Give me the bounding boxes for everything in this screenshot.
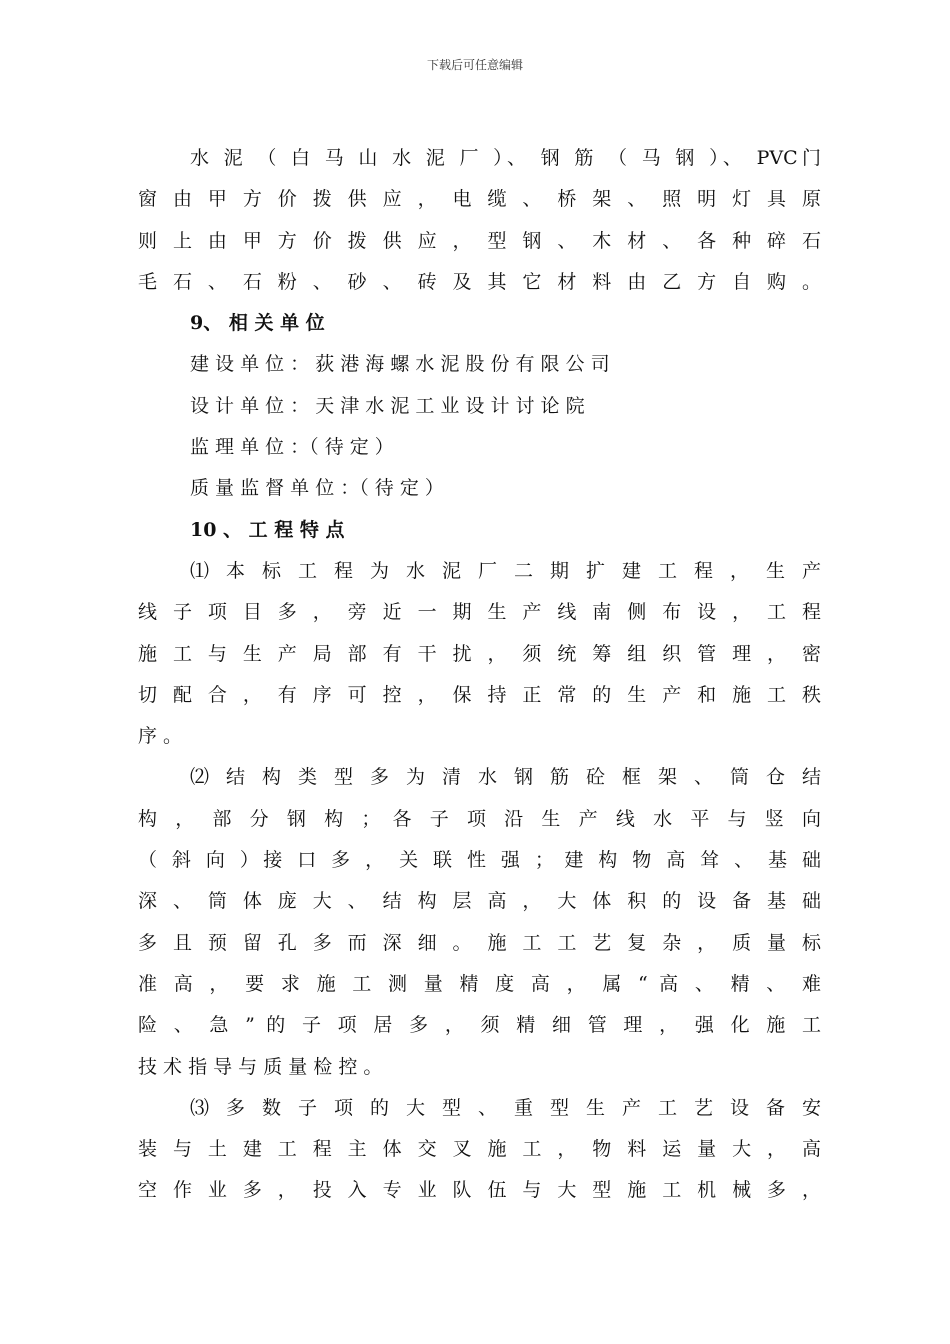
section-heading: 9、 相 关 单 位 <box>190 312 325 335</box>
paragraph-line: 序 。 <box>138 725 183 748</box>
document-body <box>138 138 821 1212</box>
section-heading: 10 、 工 程 特 点 <box>190 518 345 541</box>
paragraph-line: 深 、 筒 体 庞 大 、 结 构 层 高 ， 大 体 积 的 设 备 基 础 <box>138 890 821 913</box>
paragraph-line: 施 工 与 生 产 局 部 有 干 扰 ， 须 统 筹 组 织 管 理 ， 密 <box>138 642 821 665</box>
paragraph-line: 装 与 土 建 工 程 主 体 交 叉 施 工 ， 物 料 运 量 大 ， 高 <box>138 1138 821 1161</box>
info-line: 建 设 单 位 ： 荻 港 海 螺 水 泥 股 份 有 限 公 司 <box>190 353 610 376</box>
info-line: 监 理 单 位 ：（ 待 定 ） <box>190 436 394 459</box>
paragraph-line: 险 、 急 ” 的 子 项 居 多 ， 须 精 细 管 理 ， 强 化 施 工 <box>138 1014 821 1037</box>
info-line: 质 量 监 督 单 位 ：（ 待 定 ） <box>190 477 444 500</box>
paragraph-line: ⑵ 结 构 类 型 多 为 清 水 钢 筋 砼 框 架 、 筒 仓 结 <box>190 766 821 789</box>
paragraph-line: ⑴ 本 标 工 程 为 水 泥 厂 二 期 扩 建 工 程 ， 生 产 <box>190 559 821 582</box>
paragraph-line: （ 斜 向 ）接 口 多 ， 关 联 性 强 ； 建 构 物 高 耸 、 基 础 <box>138 849 821 872</box>
info-line: 设 计 单 位 ： 天 津 水 泥 工 业 设 计 讨 论 院 <box>190 394 585 417</box>
paragraph-line: 技 术 指 导 与 质 量 检 控 。 <box>138 1055 383 1078</box>
paragraph-line: 空 作 业 多 ， 投 入 专 业 队 伍 与 大 型 施 工 机 械 多 ， <box>138 1179 821 1202</box>
paragraph-line: 毛 石 、 石 粉 、 砂 、 砖 及 其 它 材 料 由 乙 方 自 购 。 <box>138 270 821 293</box>
paragraph-line: 水 泥 （ 白 马 山 水 泥 厂 ）、 钢 筋 （ 马 钢 ）、 PVC门 <box>190 147 821 169</box>
paragraph-line: 准 高 ， 要 求 施 工 测 量 精 度 高 ， 属 “ 高 、 精 、 难 <box>138 972 821 995</box>
paragraph-line: 多 且 预 留 孔 多 而 深 细 。 施 工 工 艺 复 杂 ， 质 量 标 <box>138 931 821 954</box>
paragraph-line: ⑶ 多 数 子 项 的 大 型 、 重 型 生 产 工 艺 设 备 安 <box>190 1096 821 1119</box>
paragraph-line: 则 上 由 甲 方 价 拨 供 应 ， 型 钢 、 木 材 、 各 种 碎 石 <box>138 229 821 252</box>
page-header: 下载后可任意编辑 <box>426 58 523 72</box>
paragraph-line: 切 配 合 ， 有 序 可 控 ， 保 持 正 常 的 生 产 和 施 工 秩 <box>138 683 821 706</box>
paragraph-line: 线 子 项 目 多 ， 旁 近 一 期 生 产 线 南 侧 布 设 ， 工 程 <box>138 601 821 624</box>
paragraph-line: 窗 由 甲 方 价 拨 供 应 ， 电 缆 、 桥 架 、 照 明 灯 具 原 <box>138 188 821 211</box>
paragraph-line: 构 ， 部 分 钢 构 ； 各 子 项 沿 生 产 线 水 平 与 竖 向 <box>138 807 821 830</box>
